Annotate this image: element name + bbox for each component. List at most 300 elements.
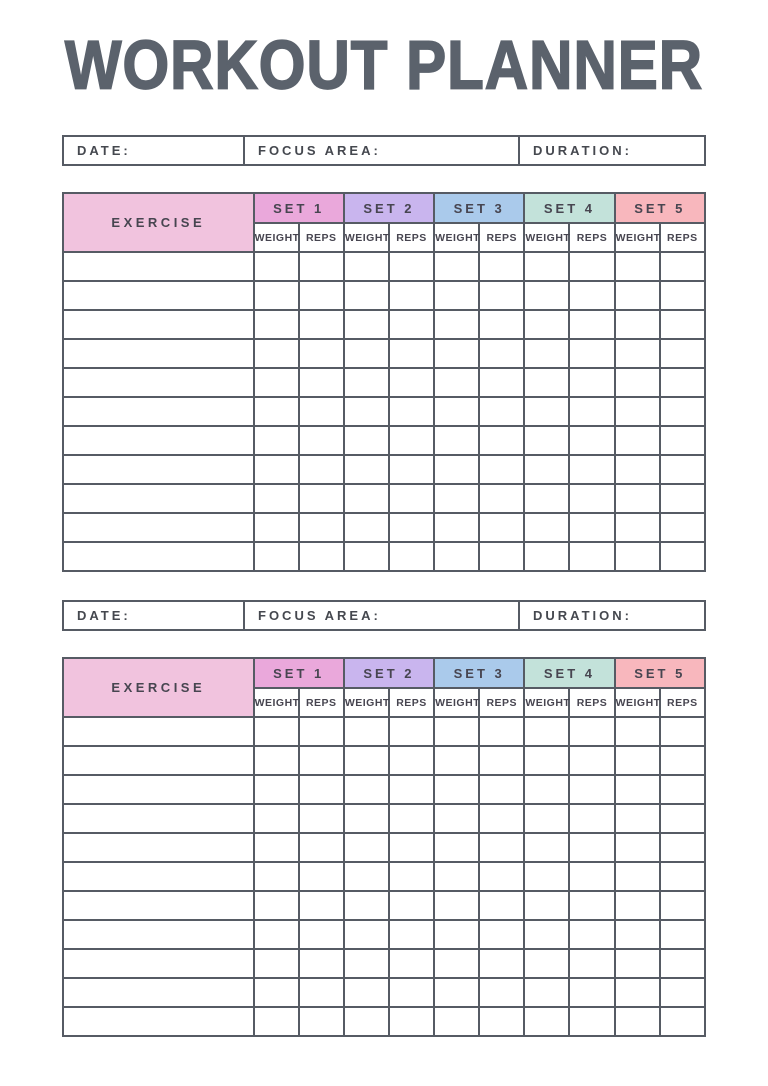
weight-subheader: WEIGHT — [434, 688, 479, 717]
exercise-input-cell[interactable] — [63, 862, 254, 891]
reps-input-cell[interactable] — [299, 397, 344, 426]
weight-input-cell[interactable] — [615, 717, 660, 746]
reps-input-cell[interactable] — [569, 426, 614, 455]
weight-input-cell[interactable] — [524, 513, 569, 542]
reps-input-cell[interactable] — [479, 717, 524, 746]
exercise-column-header: EXERCISE — [63, 658, 254, 717]
reps-input-cell[interactable] — [660, 862, 705, 891]
reps-input-cell[interactable] — [389, 978, 434, 1007]
date-label: DATE: — [77, 608, 131, 623]
weight-input-cell[interactable] — [254, 455, 299, 484]
weight-input-cell[interactable] — [615, 368, 660, 397]
reps-input-cell[interactable] — [479, 920, 524, 949]
reps-input-cell[interactable] — [389, 804, 434, 833]
set-1-header: SET 1 — [254, 658, 344, 688]
reps-input-cell[interactable] — [569, 281, 614, 310]
weight-subheader: WEIGHT — [254, 223, 299, 252]
reps-input-cell[interactable] — [660, 1007, 705, 1036]
weight-input-cell[interactable] — [434, 978, 479, 1007]
weight-input-cell[interactable] — [344, 1007, 389, 1036]
weight-input-cell[interactable] — [254, 484, 299, 513]
exercise-input-cell[interactable] — [63, 281, 254, 310]
reps-input-cell[interactable] — [569, 455, 614, 484]
weight-subheader: WEIGHT — [254, 688, 299, 717]
set-3-header: SET 3 — [434, 658, 524, 688]
reps-input-cell[interactable] — [660, 746, 705, 775]
weight-input-cell[interactable] — [254, 1007, 299, 1036]
reps-input-cell[interactable] — [299, 542, 344, 571]
reps-input-cell[interactable] — [389, 920, 434, 949]
exercise-input-cell[interactable] — [63, 513, 254, 542]
weight-input-cell[interactable] — [434, 397, 479, 426]
reps-input-cell[interactable] — [479, 252, 524, 281]
weight-subheader: WEIGHT — [344, 223, 389, 252]
reps-subheader: REPS — [479, 223, 524, 252]
weight-input-cell[interactable] — [254, 252, 299, 281]
set-2-header: SET 2 — [344, 658, 434, 688]
table-row — [63, 978, 705, 1007]
weight-input-cell[interactable] — [524, 339, 569, 368]
exercise-input-cell[interactable] — [63, 833, 254, 862]
exercise-input-cell[interactable] — [63, 949, 254, 978]
reps-input-cell[interactable] — [299, 252, 344, 281]
reps-input-cell[interactable] — [569, 339, 614, 368]
weight-input-cell[interactable] — [615, 862, 660, 891]
reps-input-cell[interactable] — [660, 717, 705, 746]
weight-input-cell[interactable] — [254, 833, 299, 862]
reps-input-cell[interactable] — [389, 1007, 434, 1036]
table-row — [63, 310, 705, 339]
reps-input-cell[interactable] — [299, 1007, 344, 1036]
weight-subheader: WEIGHT — [615, 223, 660, 252]
weight-input-cell[interactable] — [434, 484, 479, 513]
weight-input-cell[interactable] — [524, 978, 569, 1007]
weight-input-cell[interactable] — [344, 920, 389, 949]
weight-input-cell[interactable] — [524, 833, 569, 862]
reps-input-cell[interactable] — [479, 891, 524, 920]
weight-input-cell[interactable] — [254, 426, 299, 455]
weight-input-cell[interactable] — [254, 920, 299, 949]
weight-input-cell[interactable] — [344, 746, 389, 775]
weight-input-cell[interactable] — [524, 484, 569, 513]
weight-input-cell[interactable] — [524, 775, 569, 804]
exercise-input-cell[interactable] — [63, 368, 254, 397]
reps-input-cell[interactable] — [479, 1007, 524, 1036]
weight-input-cell[interactable] — [524, 920, 569, 949]
set-3-header: SET 3 — [434, 193, 524, 223]
weight-input-cell[interactable] — [434, 339, 479, 368]
weight-input-cell[interactable] — [524, 281, 569, 310]
set-4-header: SET 4 — [524, 193, 614, 223]
reps-input-cell[interactable] — [479, 513, 524, 542]
table-row — [63, 746, 705, 775]
weight-input-cell[interactable] — [434, 310, 479, 339]
weight-input-cell[interactable] — [344, 775, 389, 804]
reps-input-cell[interactable] — [299, 891, 344, 920]
reps-input-cell[interactable] — [479, 833, 524, 862]
reps-input-cell[interactable] — [569, 252, 614, 281]
weight-input-cell[interactable] — [254, 368, 299, 397]
weight-input-cell[interactable] — [254, 310, 299, 339]
reps-input-cell[interactable] — [299, 455, 344, 484]
exercise-input-cell[interactable] — [63, 339, 254, 368]
weight-input-cell[interactable] — [434, 455, 479, 484]
weight-input-cell[interactable] — [344, 339, 389, 368]
weight-input-cell[interactable] — [615, 397, 660, 426]
exercise-input-cell[interactable] — [63, 310, 254, 339]
weight-input-cell[interactable] — [524, 310, 569, 339]
weight-input-cell[interactable] — [615, 426, 660, 455]
weight-input-cell[interactable] — [524, 746, 569, 775]
reps-input-cell[interactable] — [389, 513, 434, 542]
page-title: WORKOUT PLANNER — [64, 26, 704, 104]
reps-input-cell[interactable] — [299, 426, 344, 455]
reps-input-cell[interactable] — [299, 310, 344, 339]
reps-input-cell[interactable] — [660, 484, 705, 513]
exercise-input-cell[interactable] — [63, 746, 254, 775]
reps-input-cell[interactable] — [569, 717, 614, 746]
weight-input-cell[interactable] — [434, 746, 479, 775]
reps-input-cell[interactable] — [479, 281, 524, 310]
reps-input-cell[interactable] — [389, 426, 434, 455]
reps-input-cell[interactable] — [299, 862, 344, 891]
weight-input-cell[interactable] — [615, 1007, 660, 1036]
weight-input-cell[interactable] — [615, 775, 660, 804]
reps-input-cell[interactable] — [569, 833, 614, 862]
weight-input-cell[interactable] — [344, 978, 389, 1007]
reps-input-cell[interactable] — [660, 397, 705, 426]
exercise-input-cell[interactable] — [63, 455, 254, 484]
reps-input-cell[interactable] — [299, 746, 344, 775]
weight-input-cell[interactable] — [254, 978, 299, 1007]
weight-input-cell[interactable] — [615, 310, 660, 339]
reps-subheader: REPS — [660, 223, 705, 252]
exercise-input-cell[interactable] — [63, 804, 254, 833]
reps-input-cell[interactable] — [569, 310, 614, 339]
reps-input-cell[interactable] — [569, 920, 614, 949]
duration-field[interactable] — [520, 137, 704, 164]
set-5-header: SET 5 — [615, 193, 705, 223]
weight-input-cell[interactable] — [615, 804, 660, 833]
reps-input-cell[interactable] — [569, 775, 614, 804]
reps-input-cell[interactable] — [479, 455, 524, 484]
reps-input-cell[interactable] — [389, 368, 434, 397]
reps-input-cell[interactable] — [569, 804, 614, 833]
weight-input-cell[interactable] — [254, 891, 299, 920]
weight-input-cell[interactable] — [524, 1007, 569, 1036]
reps-subheader: REPS — [569, 223, 614, 252]
reps-subheader: REPS — [479, 688, 524, 717]
weight-input-cell[interactable] — [344, 542, 389, 571]
weight-input-cell[interactable] — [524, 862, 569, 891]
reps-input-cell[interactable] — [569, 542, 614, 571]
weight-input-cell[interactable] — [524, 426, 569, 455]
table-row — [63, 804, 705, 833]
weight-input-cell[interactable] — [615, 542, 660, 571]
reps-input-cell[interactable] — [479, 484, 524, 513]
weight-input-cell[interactable] — [434, 281, 479, 310]
focus-area-label: FOCUS AREA: — [258, 608, 381, 623]
reps-input-cell[interactable] — [299, 920, 344, 949]
weight-input-cell[interactable] — [615, 949, 660, 978]
reps-input-cell[interactable] — [299, 804, 344, 833]
weight-input-cell[interactable] — [344, 484, 389, 513]
weight-input-cell[interactable] — [434, 717, 479, 746]
weight-input-cell[interactable] — [615, 833, 660, 862]
weight-input-cell[interactable] — [615, 891, 660, 920]
weight-input-cell[interactable] — [615, 339, 660, 368]
weight-input-cell[interactable] — [615, 920, 660, 949]
reps-input-cell[interactable] — [569, 891, 614, 920]
duration-label: DURATION: — [533, 143, 632, 158]
table-row — [63, 339, 705, 368]
reps-input-cell[interactable] — [389, 775, 434, 804]
weight-input-cell[interactable] — [344, 833, 389, 862]
reps-input-cell[interactable] — [389, 484, 434, 513]
weight-input-cell[interactable] — [434, 368, 479, 397]
reps-input-cell[interactable] — [660, 542, 705, 571]
reps-subheader: REPS — [299, 688, 344, 717]
weight-input-cell[interactable] — [344, 455, 389, 484]
reps-input-cell[interactable] — [660, 920, 705, 949]
table-row — [63, 833, 705, 862]
table-row — [63, 1007, 705, 1036]
reps-input-cell[interactable] — [479, 397, 524, 426]
reps-input-cell[interactable] — [479, 978, 524, 1007]
reps-subheader: REPS — [389, 223, 434, 252]
weight-input-cell[interactable] — [615, 455, 660, 484]
reps-input-cell[interactable] — [660, 339, 705, 368]
weight-input-cell[interactable] — [254, 775, 299, 804]
workout-session-2 — [62, 600, 706, 1037]
weight-input-cell[interactable] — [434, 252, 479, 281]
session-info-bar — [62, 135, 706, 166]
weight-input-cell[interactable] — [344, 513, 389, 542]
reps-input-cell[interactable] — [479, 368, 524, 397]
reps-input-cell[interactable] — [389, 252, 434, 281]
weight-input-cell[interactable] — [615, 513, 660, 542]
weight-input-cell[interactable] — [344, 862, 389, 891]
weight-input-cell[interactable] — [254, 717, 299, 746]
weight-input-cell[interactable] — [434, 862, 479, 891]
weight-input-cell[interactable] — [434, 775, 479, 804]
weight-input-cell[interactable] — [524, 949, 569, 978]
set-5-header: SET 5 — [615, 658, 705, 688]
weight-input-cell[interactable] — [524, 804, 569, 833]
reps-input-cell[interactable] — [569, 746, 614, 775]
exercise-input-cell[interactable] — [63, 397, 254, 426]
reps-input-cell[interactable] — [479, 542, 524, 571]
reps-input-cell[interactable] — [389, 397, 434, 426]
duration-field[interactable] — [520, 602, 704, 629]
reps-input-cell[interactable] — [660, 281, 705, 310]
weight-input-cell[interactable] — [254, 513, 299, 542]
weight-input-cell[interactable] — [344, 804, 389, 833]
reps-input-cell[interactable] — [479, 310, 524, 339]
exercise-input-cell[interactable] — [63, 542, 254, 571]
reps-input-cell[interactable] — [299, 339, 344, 368]
weight-input-cell[interactable] — [615, 978, 660, 1007]
exercise-input-cell[interactable] — [63, 426, 254, 455]
reps-input-cell[interactable] — [660, 891, 705, 920]
weight-input-cell[interactable] — [434, 426, 479, 455]
weight-input-cell[interactable] — [434, 804, 479, 833]
workout-session-1 — [62, 135, 706, 572]
weight-input-cell[interactable] — [344, 717, 389, 746]
reps-input-cell[interactable] — [299, 513, 344, 542]
weight-input-cell[interactable] — [434, 542, 479, 571]
reps-input-cell[interactable] — [389, 833, 434, 862]
weight-input-cell[interactable] — [254, 804, 299, 833]
date-field[interactable] — [64, 602, 245, 629]
exercise-input-cell[interactable] — [63, 978, 254, 1007]
reps-input-cell[interactable] — [299, 833, 344, 862]
reps-input-cell[interactable] — [569, 862, 614, 891]
reps-input-cell[interactable] — [299, 775, 344, 804]
weight-input-cell[interactable] — [254, 339, 299, 368]
table-row — [63, 891, 705, 920]
exercise-input-cell[interactable] — [63, 1007, 254, 1036]
reps-input-cell[interactable] — [660, 426, 705, 455]
reps-input-cell[interactable] — [299, 978, 344, 1007]
table-row — [63, 717, 705, 746]
exercise-table-2 — [62, 657, 706, 1037]
weight-input-cell[interactable] — [254, 949, 299, 978]
weight-input-cell[interactable] — [344, 310, 389, 339]
reps-input-cell[interactable] — [299, 484, 344, 513]
reps-input-cell[interactable] — [569, 949, 614, 978]
reps-input-cell[interactable] — [479, 804, 524, 833]
weight-input-cell[interactable] — [524, 455, 569, 484]
exercise-input-cell[interactable] — [63, 717, 254, 746]
reps-input-cell[interactable] — [389, 542, 434, 571]
set-4-header: SET 4 — [524, 658, 614, 688]
reps-subheader: REPS — [299, 223, 344, 252]
reps-input-cell[interactable] — [299, 281, 344, 310]
date-field[interactable] — [64, 137, 245, 164]
reps-input-cell[interactable] — [389, 339, 434, 368]
focus-area-field[interactable] — [245, 602, 520, 629]
weight-input-cell[interactable] — [434, 833, 479, 862]
weight-input-cell[interactable] — [254, 281, 299, 310]
reps-subheader: REPS — [569, 688, 614, 717]
reps-input-cell[interactable] — [299, 949, 344, 978]
reps-input-cell[interactable] — [479, 949, 524, 978]
table-row — [63, 513, 705, 542]
weight-input-cell[interactable] — [434, 949, 479, 978]
exercise-input-cell[interactable] — [63, 891, 254, 920]
weight-input-cell[interactable] — [434, 891, 479, 920]
table-row — [63, 281, 705, 310]
reps-input-cell[interactable] — [569, 397, 614, 426]
weight-subheader: WEIGHT — [615, 688, 660, 717]
reps-input-cell[interactable] — [660, 775, 705, 804]
exercise-input-cell[interactable] — [63, 484, 254, 513]
weight-input-cell[interactable] — [344, 368, 389, 397]
table-row — [63, 542, 705, 571]
table-row — [63, 949, 705, 978]
reps-input-cell[interactable] — [389, 862, 434, 891]
reps-input-cell[interactable] — [299, 717, 344, 746]
table-row — [63, 775, 705, 804]
table-row — [63, 484, 705, 513]
reps-input-cell[interactable] — [479, 426, 524, 455]
reps-input-cell[interactable] — [569, 978, 614, 1007]
reps-input-cell[interactable] — [660, 978, 705, 1007]
reps-input-cell[interactable] — [389, 310, 434, 339]
reps-input-cell[interactable] — [389, 281, 434, 310]
reps-input-cell[interactable] — [660, 368, 705, 397]
weight-input-cell[interactable] — [344, 281, 389, 310]
weight-input-cell[interactable] — [524, 252, 569, 281]
reps-input-cell[interactable] — [660, 513, 705, 542]
weight-input-cell[interactable] — [434, 513, 479, 542]
reps-input-cell[interactable] — [569, 368, 614, 397]
reps-input-cell[interactable] — [479, 775, 524, 804]
weight-input-cell[interactable] — [615, 484, 660, 513]
reps-input-cell[interactable] — [479, 339, 524, 368]
weight-input-cell[interactable] — [434, 1007, 479, 1036]
reps-input-cell[interactable] — [660, 455, 705, 484]
weight-input-cell[interactable] — [254, 862, 299, 891]
focus-area-field[interactable] — [245, 137, 520, 164]
weight-input-cell[interactable] — [344, 891, 389, 920]
weight-input-cell[interactable] — [344, 426, 389, 455]
weight-input-cell[interactable] — [524, 397, 569, 426]
reps-input-cell[interactable] — [660, 310, 705, 339]
reps-input-cell[interactable] — [660, 804, 705, 833]
weight-input-cell[interactable] — [344, 949, 389, 978]
weight-subheader: WEIGHT — [344, 688, 389, 717]
reps-input-cell[interactable] — [389, 717, 434, 746]
reps-input-cell[interactable] — [569, 513, 614, 542]
reps-input-cell[interactable] — [389, 949, 434, 978]
reps-input-cell[interactable] — [389, 891, 434, 920]
reps-input-cell[interactable] — [569, 1007, 614, 1036]
weight-input-cell[interactable] — [615, 281, 660, 310]
reps-input-cell[interactable] — [479, 862, 524, 891]
reps-input-cell[interactable] — [389, 455, 434, 484]
table-row — [63, 397, 705, 426]
weight-input-cell[interactable] — [524, 542, 569, 571]
reps-subheader: REPS — [389, 688, 434, 717]
weight-input-cell[interactable] — [524, 891, 569, 920]
weight-input-cell[interactable] — [434, 920, 479, 949]
reps-input-cell[interactable] — [389, 746, 434, 775]
exercise-input-cell[interactable] — [63, 920, 254, 949]
session-info-bar — [62, 600, 706, 631]
weight-input-cell[interactable] — [524, 717, 569, 746]
focus-area-label: FOCUS AREA: — [258, 143, 381, 158]
reps-input-cell[interactable] — [660, 252, 705, 281]
set-2-header: SET 2 — [344, 193, 434, 223]
exercise-input-cell[interactable] — [63, 252, 254, 281]
reps-input-cell[interactable] — [299, 368, 344, 397]
weight-input-cell[interactable] — [524, 368, 569, 397]
weight-input-cell[interactable] — [344, 397, 389, 426]
weight-input-cell[interactable] — [344, 252, 389, 281]
reps-input-cell[interactable] — [660, 833, 705, 862]
weight-input-cell[interactable] — [615, 252, 660, 281]
weight-input-cell[interactable] — [254, 746, 299, 775]
weight-input-cell[interactable] — [615, 746, 660, 775]
weight-input-cell[interactable] — [254, 397, 299, 426]
exercise-input-cell[interactable] — [63, 775, 254, 804]
reps-input-cell[interactable] — [479, 746, 524, 775]
weight-input-cell[interactable] — [254, 542, 299, 571]
reps-input-cell[interactable] — [569, 484, 614, 513]
reps-input-cell[interactable] — [660, 949, 705, 978]
